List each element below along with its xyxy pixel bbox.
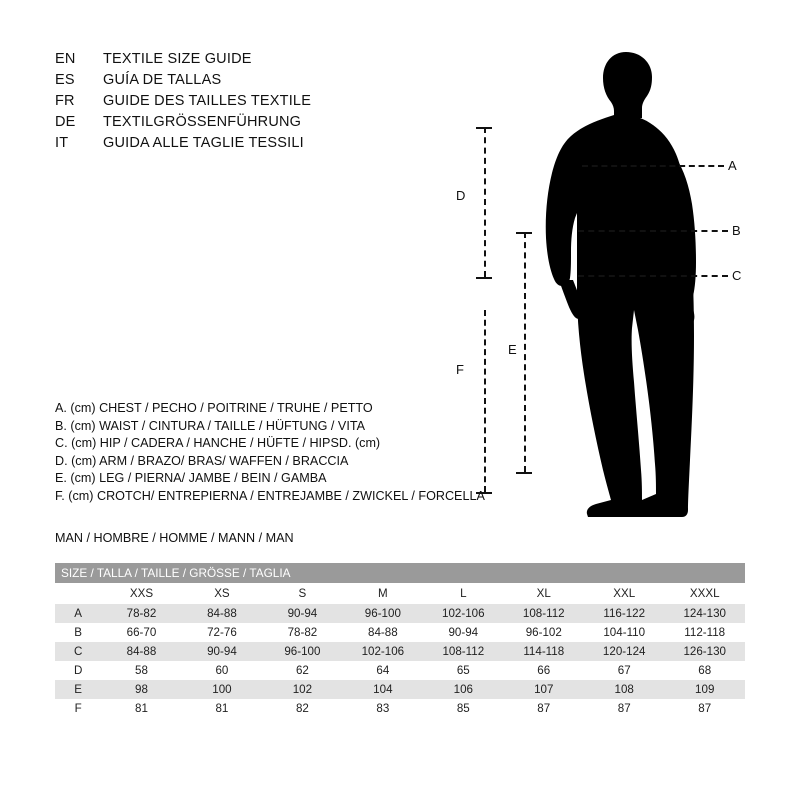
cell-d-xs: 60 (182, 661, 262, 680)
cell-a-s: 90-94 (262, 604, 342, 623)
table-header-row (55, 583, 745, 604)
title-text-es: GUÍA DE TALLAS (103, 72, 222, 88)
cell-d-m: 64 (343, 661, 423, 680)
cell-f-m: 83 (343, 699, 423, 718)
legend-item-e: E. (cm) LEG / PIERNA/ JAMBE / BEIN / GAMBA (55, 471, 327, 486)
cell-e-xl: 107 (504, 680, 584, 699)
title-text-fr: GUIDE DES TAILLES TEXTILE (103, 93, 312, 109)
row-label-f: F (55, 699, 101, 718)
legend-block (55, 400, 515, 506)
header-cell-l: L (423, 583, 503, 604)
legend-item-c: C. (cm) HIP / CADERA / HANCHE / HÜFTE / HIPSD. (cm) (55, 436, 381, 451)
header-cell-s: S (262, 583, 342, 604)
title-text-en: TEXTILE SIZE GUIDE (103, 51, 252, 67)
cell-b-m: 84-88 (343, 623, 423, 642)
cell-c-xxs: 84-88 (101, 642, 181, 661)
label-b: B (732, 223, 741, 238)
cell-e-xxs: 98 (101, 680, 181, 699)
row-label-e: E (55, 680, 101, 699)
cell-d-l: 65 (423, 661, 503, 680)
header-cell-xxxl: XXXL (664, 583, 745, 604)
table-row (55, 604, 745, 623)
header-cell-xxl: XXL (584, 583, 664, 604)
cell-b-xxs: 66-70 (101, 623, 181, 642)
cell-d-xxs: 58 (101, 661, 181, 680)
size-table (55, 563, 745, 718)
hip-measure-line (578, 275, 728, 277)
cell-f-l: 85 (423, 699, 503, 718)
cell-f-xxl: 87 (584, 699, 664, 718)
table-band-title: SIZE / TALLA / TAILLE / GRÖSSE / TAGLIA (55, 563, 745, 583)
title-lang-fr: FR (55, 93, 75, 109)
chest-measure-line (582, 165, 724, 167)
label-f: F (456, 362, 464, 377)
table-row (55, 623, 745, 642)
title-row-de (55, 114, 475, 135)
label-c: C (732, 268, 742, 283)
waist-measure-line (578, 230, 728, 232)
cell-b-xl: 96-102 (504, 623, 584, 642)
title-lang-it: IT (55, 135, 69, 151)
cell-a-xs: 84-88 (182, 604, 262, 623)
label-d: D (456, 188, 466, 203)
cell-d-xxl: 67 (584, 661, 664, 680)
header-cell-xxs: XXS (101, 583, 181, 604)
table-row (55, 642, 745, 661)
cell-a-l: 102-106 (423, 604, 503, 623)
title-block (55, 51, 475, 156)
cell-a-xxl: 116-122 (584, 604, 664, 623)
cell-a-xxxl: 124-130 (664, 604, 745, 623)
header-cell-blank (55, 583, 101, 604)
cell-a-xxs: 78-82 (101, 604, 181, 623)
cell-e-xs: 100 (182, 680, 262, 699)
cell-d-xl: 66 (504, 661, 584, 680)
cell-b-xxl: 104-110 (584, 623, 664, 642)
cell-f-xxxl: 87 (664, 699, 745, 718)
size-table-wrapper (55, 563, 745, 718)
title-text-it: GUIDA ALLE TAGLIE TESSILI (103, 135, 304, 151)
header-cell-xs: XS (182, 583, 262, 604)
cell-c-l: 108-112 (423, 642, 503, 661)
title-row-it (55, 135, 475, 156)
cell-e-s: 102 (262, 680, 342, 699)
leg-measure-cap-bottom (516, 472, 532, 474)
legend-item-f: F. (cm) CROTCH/ ENTREPIERNA / ENTREJAMBE / ZWICKEL / FORCELLA (55, 488, 485, 503)
table-row (55, 699, 745, 718)
table-row (55, 680, 745, 699)
gender-label: MAN / HOMBRE / HOMME / MANN / MAN (55, 531, 294, 545)
cell-f-xs: 81 (182, 699, 262, 718)
title-row-en (55, 51, 475, 72)
cell-b-s: 78-82 (262, 623, 342, 642)
label-e: E (508, 342, 517, 357)
row-label-c: C (55, 642, 101, 661)
cell-a-xl: 108-112 (504, 604, 584, 623)
title-row-fr (55, 93, 475, 114)
label-a: A (728, 158, 737, 173)
cell-c-m: 102-106 (343, 642, 423, 661)
cell-f-xl: 87 (504, 699, 584, 718)
title-row-es (55, 72, 475, 93)
header-cell-xl: XL (504, 583, 584, 604)
cell-d-xxxl: 68 (664, 661, 745, 680)
table-band-title-row (55, 563, 745, 583)
cell-b-xs: 72-76 (182, 623, 262, 642)
cell-e-l: 106 (423, 680, 503, 699)
title-lang-es: ES (55, 72, 75, 88)
cell-f-s: 82 (262, 699, 342, 718)
arm-measure-cap-top (476, 127, 492, 129)
cell-c-xxxl: 126-130 (664, 642, 745, 661)
cell-b-xxxl: 112-118 (664, 623, 745, 642)
legend-item-d: D. (cm) ARM / BRAZO/ BRAS/ WAFFEN / BRACCIA (55, 453, 349, 468)
leg-measure-line (524, 232, 526, 472)
cell-c-s: 96-100 (262, 642, 342, 661)
cell-f-xxs: 81 (101, 699, 181, 718)
row-label-b: B (55, 623, 101, 642)
legend-item-a: A. (cm) CHEST / PECHO / POITRINE / TRUHE / PETTO (55, 401, 373, 415)
row-label-a: A (55, 604, 101, 623)
title-lang-de: DE (55, 114, 76, 130)
leg-measure-cap-top (516, 232, 532, 234)
cell-c-xl: 114-118 (504, 642, 584, 661)
cell-d-s: 62 (262, 661, 342, 680)
cell-c-xs: 90-94 (182, 642, 262, 661)
table-row (55, 661, 745, 680)
title-text-de: TEXTILGRÖSSENFÜHRUNG (103, 114, 302, 130)
cell-e-m: 104 (343, 680, 423, 699)
arm-measure-line (484, 127, 486, 277)
row-label-d: D (55, 661, 101, 680)
arm-measure-cap-bottom (476, 277, 492, 279)
cell-e-xxxl: 109 (664, 680, 745, 699)
title-lang-en: EN (55, 51, 76, 67)
cell-b-l: 90-94 (423, 623, 503, 642)
cell-c-xxl: 120-124 (584, 642, 664, 661)
cell-a-m: 96-100 (343, 604, 423, 623)
legend-item-b: B. (cm) WAIST / CINTURA / TAILLE / HÜFTUNG / VITA (55, 418, 365, 433)
header-cell-m: M (343, 583, 423, 604)
cell-e-xxl: 108 (584, 680, 664, 699)
